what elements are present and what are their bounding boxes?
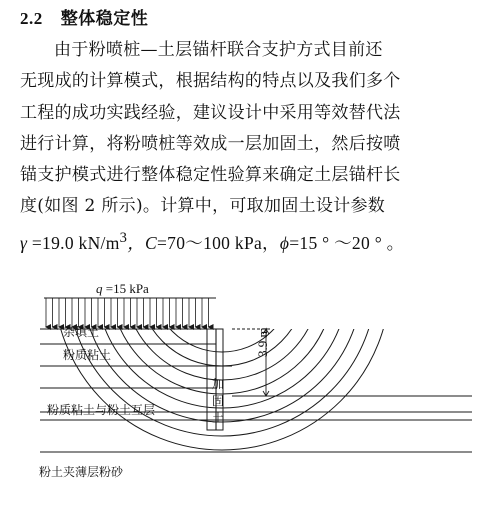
load-symbol: q	[96, 281, 103, 296]
section-number: 2.2	[20, 9, 43, 28]
gamma-symbol: γ	[20, 232, 28, 253]
surcharge-load-label	[96, 281, 149, 297]
paragraph-line: 进行计算，将粉喷桩等效成一层加固土，然后按喷	[20, 133, 401, 154]
layer-label-silty-clay: 粉质粘土	[63, 348, 112, 362]
paragraph-line: 无现成的计算模式，根据结构的特点以及我们多个	[20, 71, 401, 92]
paragraph-line: 锚支护模式进行整体稳定性验算来确定土层锚杆长	[20, 165, 401, 186]
paragraph-line: 工程的成功实践经验，建议设计中采用等效替代法	[20, 102, 401, 123]
depth-dimension-label: 3.9 m	[255, 327, 270, 357]
cohesion-symbol: ，C	[127, 232, 157, 253]
layer-label-fill: 杂填土	[63, 325, 100, 339]
gamma-unit-exponent: 3	[119, 229, 128, 246]
reinforced-soil-label: 加固土	[211, 377, 224, 425]
friction-angle-value: =15 ° ～20 ° 。	[289, 232, 405, 253]
stability-figure	[0, 272, 492, 522]
layer-label-interbedded: 粉质粘土与粉土互层	[47, 403, 156, 417]
paragraph-line: 由于粉喷桩—土层锚杆联合支护方式目前还	[54, 40, 383, 60]
slip-circle	[152, 272, 292, 352]
friction-angle-symbol: ϕ	[279, 232, 290, 253]
stability-diagram	[0, 272, 492, 522]
section-title: 整体稳定性	[60, 9, 149, 29]
paragraph-line: 度(如图 2 所示)。计算中，可取加固土设计参数	[20, 196, 386, 217]
gamma-value: =19.0 kN/m	[27, 232, 120, 253]
layer-label-silt-sand: 粉土夹薄层粉砂	[39, 465, 124, 479]
cohesion-value: =70～100 kPa，	[157, 232, 280, 253]
design-parameters-line	[20, 223, 480, 259]
section-heading	[20, 4, 148, 29]
body-paragraph	[20, 35, 480, 259]
slip-circle	[124, 272, 320, 380]
load-value: =15 kPa	[102, 281, 149, 296]
